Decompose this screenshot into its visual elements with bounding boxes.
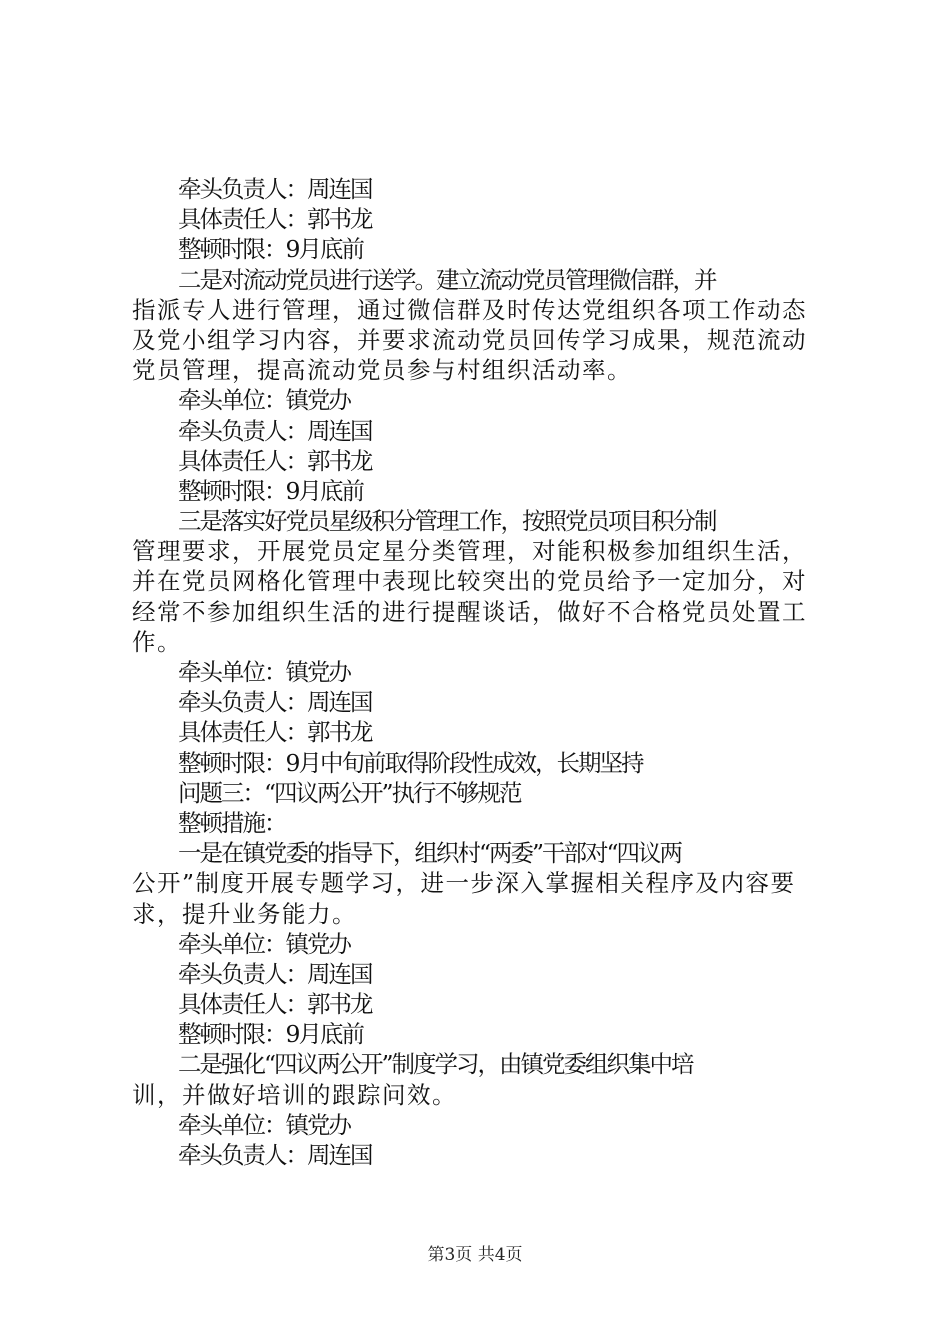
text-line: 具体责任人：郭书龙 [178,990,372,1019]
text-line: 一是在镇党委的指导下，组织村“两委”干部对“四议两 [178,839,682,868]
text-line: 指派专人进行管理，通过微信群及时传达党组织各项工作动态 [132,295,807,324]
text-line: 公开”制度开展专题学习，进一步深入掌握相关程序及内容要 [132,869,796,898]
text-line: 并在党员网格化管理中表现比较突出的党员给予一定加分，对 [132,567,807,596]
text-line: 二是对流动党员进行送学。建立流动党员管理微信群，并 [178,265,716,294]
page-footer: 第3页 共4页 [427,1245,523,1265]
text-line: 问题三：“四议两公开”执行不够规范 [178,778,521,807]
text-line: 训，并做好培训的跟踪问效。 [132,1080,457,1109]
text-line: 二是强化“四议两公开”制度学习，由镇党委组织集中培 [178,1050,693,1079]
text-line: 管理要求，开展党员定星分类管理，对能积极参加组织生活， [132,537,807,566]
text-line: 整顿时限：9月中旬前取得阶段性成效，长期坚持 [178,748,643,777]
text-line: 牵头负责人：周连国 [178,416,372,445]
text-line: 牵头负责人：周连国 [178,175,372,203]
text-line: 牵头单位：镇党办 [178,1110,350,1139]
text-line: 牵头单位：镇党办 [178,929,350,958]
document-body [132,174,832,1170]
text-line: 具体责任人：郭书龙 [178,205,372,234]
text-line: 党员管理，提高流动党员参与村组织活动率。 [132,356,632,385]
text-line: 具体责任人：郭书龙 [178,446,372,475]
text-line: 牵头负责人：周连国 [178,959,372,988]
text-line: 求，提升业务能力。 [132,899,357,928]
text-line: 牵头负责人：周连国 [178,688,372,717]
text-line: 经常不参加组织生活的进行提醒谈话，做好不合格党员处置工 [132,597,807,626]
text-line: 整顿时限：9月底前 [178,235,363,264]
text-line: 牵头单位：镇党办 [178,658,350,686]
text-line: 作。 [132,627,182,656]
text-line: 整顿时限：9月底前 [178,1020,363,1049]
text-line: 牵头负责人：周连国 [178,1141,372,1169]
text-line: 牵头单位：镇党办 [178,386,350,415]
text-line: 整顿时限：9月底前 [178,476,363,505]
text-line: 整顿措施： [178,808,286,837]
text-line: 具体责任人：郭书龙 [178,718,372,747]
text-line: 及党小组学习内容，并要求流动党员回传学习成果，规范流动 [132,325,807,354]
text-line: 三是落实好党员星级积分管理工作，按照党员项目积分制 [178,507,716,536]
